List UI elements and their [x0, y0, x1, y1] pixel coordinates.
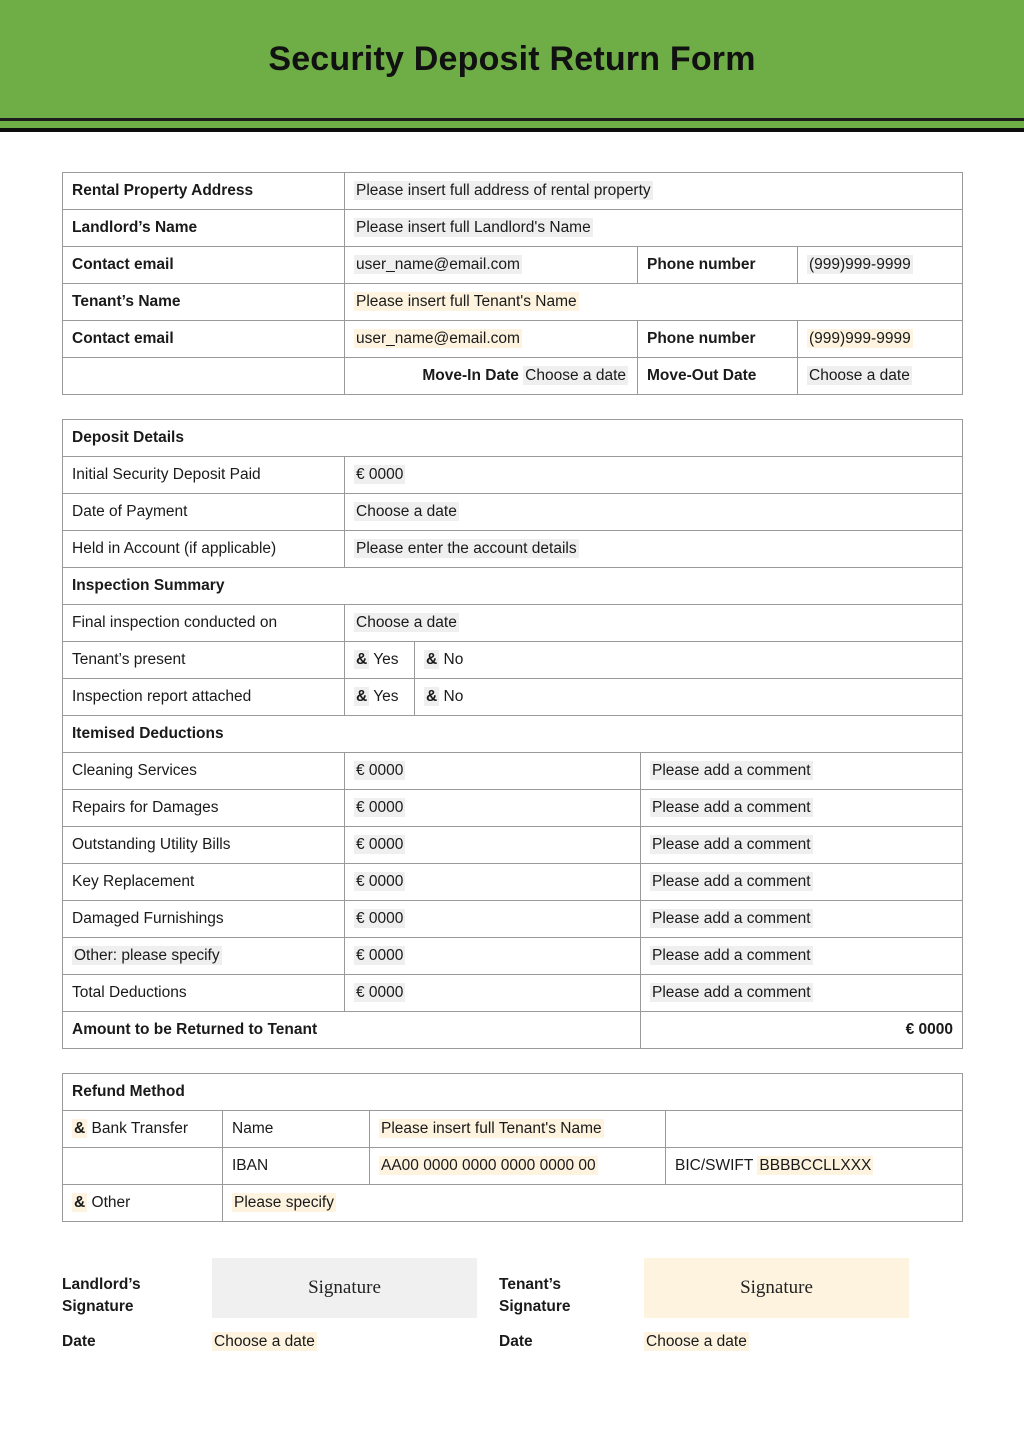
tenant-email-value: user_name@email.com — [356, 330, 520, 348]
top-spacer — [62, 132, 962, 172]
rental-property-label: Rental Property Address — [63, 173, 345, 210]
deduction-amount: € 0000 — [356, 873, 404, 891]
tenant-signature-field[interactable] — [644, 1258, 909, 1318]
tenant-phone-field[interactable] — [798, 321, 963, 358]
deduction-comment: Please add a comment — [652, 873, 811, 891]
section-row-deposit-details — [63, 420, 963, 457]
tenant-present-label: Tenant’s present — [63, 642, 345, 679]
report-attached-yes-label: Yes — [373, 688, 399, 706]
final-inspection-field[interactable] — [345, 605, 963, 642]
deduction-label: Key Replacement — [63, 864, 345, 901]
initial-deposit-value: € 0000 — [356, 466, 404, 484]
iban-value: AA00 0000 0000 0000 0000 00 — [381, 1157, 596, 1175]
tenant-name-field[interactable] — [345, 284, 963, 321]
table-row-move-dates — [63, 358, 963, 395]
landlord-signature-value: Signature — [308, 1277, 381, 1298]
landlord-email-label: Contact email — [63, 247, 345, 284]
tenant-name-value: Please insert full Tenant's Name — [356, 293, 577, 311]
deduction-amount-field[interactable] — [345, 753, 641, 790]
deduction-amount-field[interactable] — [345, 938, 641, 975]
deduction-label[interactable] — [63, 938, 345, 975]
table-row-tenant-name — [63, 284, 963, 321]
initial-deposit-field[interactable] — [345, 457, 963, 494]
report-attached-no-label: No — [443, 688, 464, 706]
table-row-date-of-payment — [63, 494, 963, 531]
bank-transfer-option[interactable] — [63, 1111, 223, 1148]
move-dates-empty-cell — [63, 358, 345, 395]
held-in-account-label: Held in Account (if applicable) — [63, 531, 345, 568]
table-row — [63, 864, 963, 901]
spacer-after-deductions — [62, 1049, 962, 1073]
deduction-amount-field[interactable] — [345, 864, 641, 901]
rental-property-field[interactable] — [345, 173, 963, 210]
deduction-label: Total Deductions — [63, 975, 345, 1012]
deduction-comment-field[interactable] — [641, 790, 963, 827]
table-row-landlord-contact — [63, 247, 963, 284]
tenant-present-yes-label: Yes — [373, 651, 399, 669]
refund-name-label: Name — [223, 1111, 370, 1148]
section-row-refund-method — [63, 1074, 963, 1111]
table-row-amount-returned — [63, 1012, 963, 1049]
final-inspection-value: Choose a date — [356, 614, 457, 632]
tenant-date-label: Date — [499, 1332, 533, 1350]
tenant-email-field[interactable] — [345, 321, 638, 358]
deduction-label-text: Other: please specify — [74, 947, 220, 965]
deduction-comment-field[interactable] — [641, 901, 963, 938]
report-attached-label: Inspection report attached — [63, 679, 345, 716]
tenant-signature-label — [477, 1258, 644, 1319]
table-row-rental-property — [63, 173, 963, 210]
landlord-phone-value: (999)999-9999 — [809, 256, 911, 274]
table-row-bank-transfer-name — [63, 1111, 963, 1148]
deduction-comment-field[interactable] — [641, 975, 963, 1012]
table-row-final-inspection — [63, 605, 963, 642]
landlord-name-value: Please insert full Landlord's Name — [356, 219, 591, 237]
bic-field[interactable] — [666, 1148, 963, 1185]
refund-name-field[interactable] — [370, 1111, 666, 1148]
header-accent-strip — [0, 121, 1024, 128]
deduction-label: Cleaning Services — [63, 753, 345, 790]
report-attached-no-option[interactable] — [415, 679, 963, 716]
report-attached-yes-option[interactable] — [345, 679, 415, 716]
table-row-landlord-name — [63, 210, 963, 247]
bic-value: BBBBCCLLXXX — [759, 1157, 872, 1175]
checkbox-icon[interactable]: & — [426, 688, 438, 706]
tenant-present-yes-option[interactable] — [345, 642, 415, 679]
deduction-amount: € 0000 — [356, 947, 404, 965]
date-of-payment-label: Date of Payment — [63, 494, 345, 531]
deduction-amount: € 0000 — [356, 799, 404, 817]
table-row — [63, 753, 963, 790]
move-out-label: Move-Out Date — [638, 358, 798, 395]
inspection-summary-section-title: Inspection Summary — [63, 568, 963, 605]
landlord-name-label: Landlord’s Name — [63, 210, 345, 247]
landlord-phone-label: Phone number — [638, 247, 798, 284]
table-row-tenant-present — [63, 642, 963, 679]
deduction-amount-field[interactable] — [345, 790, 641, 827]
bic-label: BIC/SWIFT — [675, 1157, 754, 1175]
checkbox-icon[interactable]: & — [74, 1194, 86, 1212]
landlord-phone-field[interactable] — [798, 247, 963, 284]
move-in-value: Choose a date — [525, 367, 626, 385]
landlord-date-field[interactable] — [212, 1333, 477, 1351]
rental-property-value: Please insert full address of rental property — [356, 182, 651, 200]
deduction-label: Damaged Furnishings — [63, 901, 345, 938]
deduction-comment: Please add a comment — [652, 910, 811, 928]
parties-table — [62, 172, 963, 395]
move-in-cell[interactable] — [345, 358, 638, 395]
initial-deposit-label: Initial Security Deposit Paid — [63, 457, 345, 494]
iban-field[interactable] — [370, 1148, 666, 1185]
table-row-bank-transfer-iban — [63, 1148, 963, 1185]
checkbox-icon[interactable]: & — [356, 688, 368, 706]
move-out-value: Choose a date — [809, 367, 910, 385]
deduction-amount: € 0000 — [356, 910, 404, 928]
other-method-value: Please specify — [234, 1194, 334, 1212]
iban-label: IBAN — [223, 1148, 370, 1185]
deduction-amount-field[interactable] — [345, 901, 641, 938]
table-row-initial-deposit — [63, 457, 963, 494]
deduction-comment: Please add a comment — [652, 836, 811, 854]
iban-empty-cell — [63, 1148, 223, 1185]
landlord-signature-label — [62, 1258, 212, 1319]
table-row-tenant-contact — [63, 321, 963, 358]
signature-date-row — [62, 1333, 962, 1351]
tenant-email-label: Contact email — [63, 321, 345, 358]
tenant-present-no-label: No — [443, 651, 464, 669]
bank-transfer-label: Bank Transfer — [91, 1120, 189, 1138]
deduction-amount: € 0000 — [356, 762, 404, 780]
move-out-field[interactable] — [798, 358, 963, 395]
deduction-amount-field[interactable] — [345, 975, 641, 1012]
landlord-date-label: Date — [62, 1332, 96, 1350]
landlord-signature-label-line1: Landlord’s — [62, 1276, 141, 1293]
deduction-comment-field[interactable] — [641, 864, 963, 901]
tenant-name-label: Tenant’s Name — [63, 284, 345, 321]
tenant-signature-label-line2: Signature — [499, 1298, 571, 1316]
tenant-date-field[interactable] — [644, 1333, 909, 1351]
checkbox-icon[interactable]: & — [426, 651, 438, 669]
tenant-present-no-option[interactable] — [415, 642, 963, 679]
document-body — [0, 132, 1024, 1351]
tenant-signature-value: Signature — [740, 1277, 813, 1298]
document-header-band — [0, 0, 1024, 118]
spacer-after-parties — [62, 395, 962, 419]
tenant-phone-label: Phone number — [638, 321, 798, 358]
other-method-field[interactable] — [223, 1185, 963, 1222]
refund-method-table — [62, 1073, 963, 1222]
deduction-amount: € 0000 — [356, 836, 404, 854]
refund-name-empty-cell — [666, 1111, 963, 1148]
itemised-deductions-section-title: Itemised Deductions — [63, 716, 963, 753]
landlord-email-value: user_name@email.com — [356, 256, 520, 274]
table-row — [63, 790, 963, 827]
table-row — [63, 827, 963, 864]
section-row-inspection-summary — [63, 568, 963, 605]
deduction-label: Repairs for Damages — [63, 790, 345, 827]
deduction-comment: Please add a comment — [652, 762, 811, 780]
date-of-payment-value: Choose a date — [356, 503, 457, 521]
deduction-label: Outstanding Utility Bills — [63, 827, 345, 864]
table-row — [63, 901, 963, 938]
tenant-phone-value: (999)999-9999 — [809, 330, 911, 348]
deduction-comment-field[interactable] — [641, 938, 963, 975]
move-in-label: Move-In Date — [422, 367, 519, 385]
held-in-account-field[interactable] — [345, 531, 963, 568]
table-row — [63, 938, 963, 975]
deposit-inspection-deductions-table — [62, 419, 963, 1049]
table-row — [63, 975, 963, 1012]
final-inspection-label: Final inspection conducted on — [63, 605, 345, 642]
table-row-held-in-account — [63, 531, 963, 568]
deposit-details-section-title: Deposit Details — [63, 420, 963, 457]
refund-method-section-title: Refund Method — [63, 1074, 963, 1111]
landlord-signature-label-line2: Signature — [62, 1298, 134, 1316]
deduction-comment-field[interactable] — [641, 753, 963, 790]
deduction-comment: Please add a comment — [652, 947, 811, 965]
landlord-date-value: Choose a date — [214, 1332, 315, 1350]
landlord-email-field[interactable] — [345, 247, 638, 284]
signature-row — [62, 1258, 962, 1319]
page-title: Security Deposit Return Form — [268, 39, 756, 78]
other-method-label: Other — [91, 1194, 131, 1212]
amount-returned-label: Amount to be Returned to Tenant — [63, 1012, 641, 1049]
tenant-signature-label-line1: Tenant’s — [499, 1276, 562, 1293]
deduction-comment-field[interactable] — [641, 827, 963, 864]
deduction-comment: Please add a comment — [652, 984, 811, 1002]
held-in-account-value: Please enter the account details — [356, 540, 577, 558]
deduction-amount-field[interactable] — [345, 827, 641, 864]
landlord-signature-field[interactable] — [212, 1258, 477, 1318]
section-row-itemised-deductions — [63, 716, 963, 753]
date-of-payment-field[interactable] — [345, 494, 963, 531]
amount-returned-value: € 0000 — [641, 1012, 963, 1049]
deduction-comment: Please add a comment — [652, 799, 811, 817]
tenant-date-value: Choose a date — [646, 1332, 747, 1350]
other-method-option[interactable] — [63, 1185, 223, 1222]
landlord-name-field[interactable] — [345, 210, 963, 247]
refund-name-value: Please insert full Tenant's Name — [381, 1120, 602, 1138]
table-row-other-method — [63, 1185, 963, 1222]
deduction-amount: € 0000 — [356, 984, 404, 1002]
checkbox-icon[interactable]: & — [74, 1120, 86, 1138]
table-row-report-attached — [63, 679, 963, 716]
checkbox-icon[interactable]: & — [356, 651, 368, 669]
